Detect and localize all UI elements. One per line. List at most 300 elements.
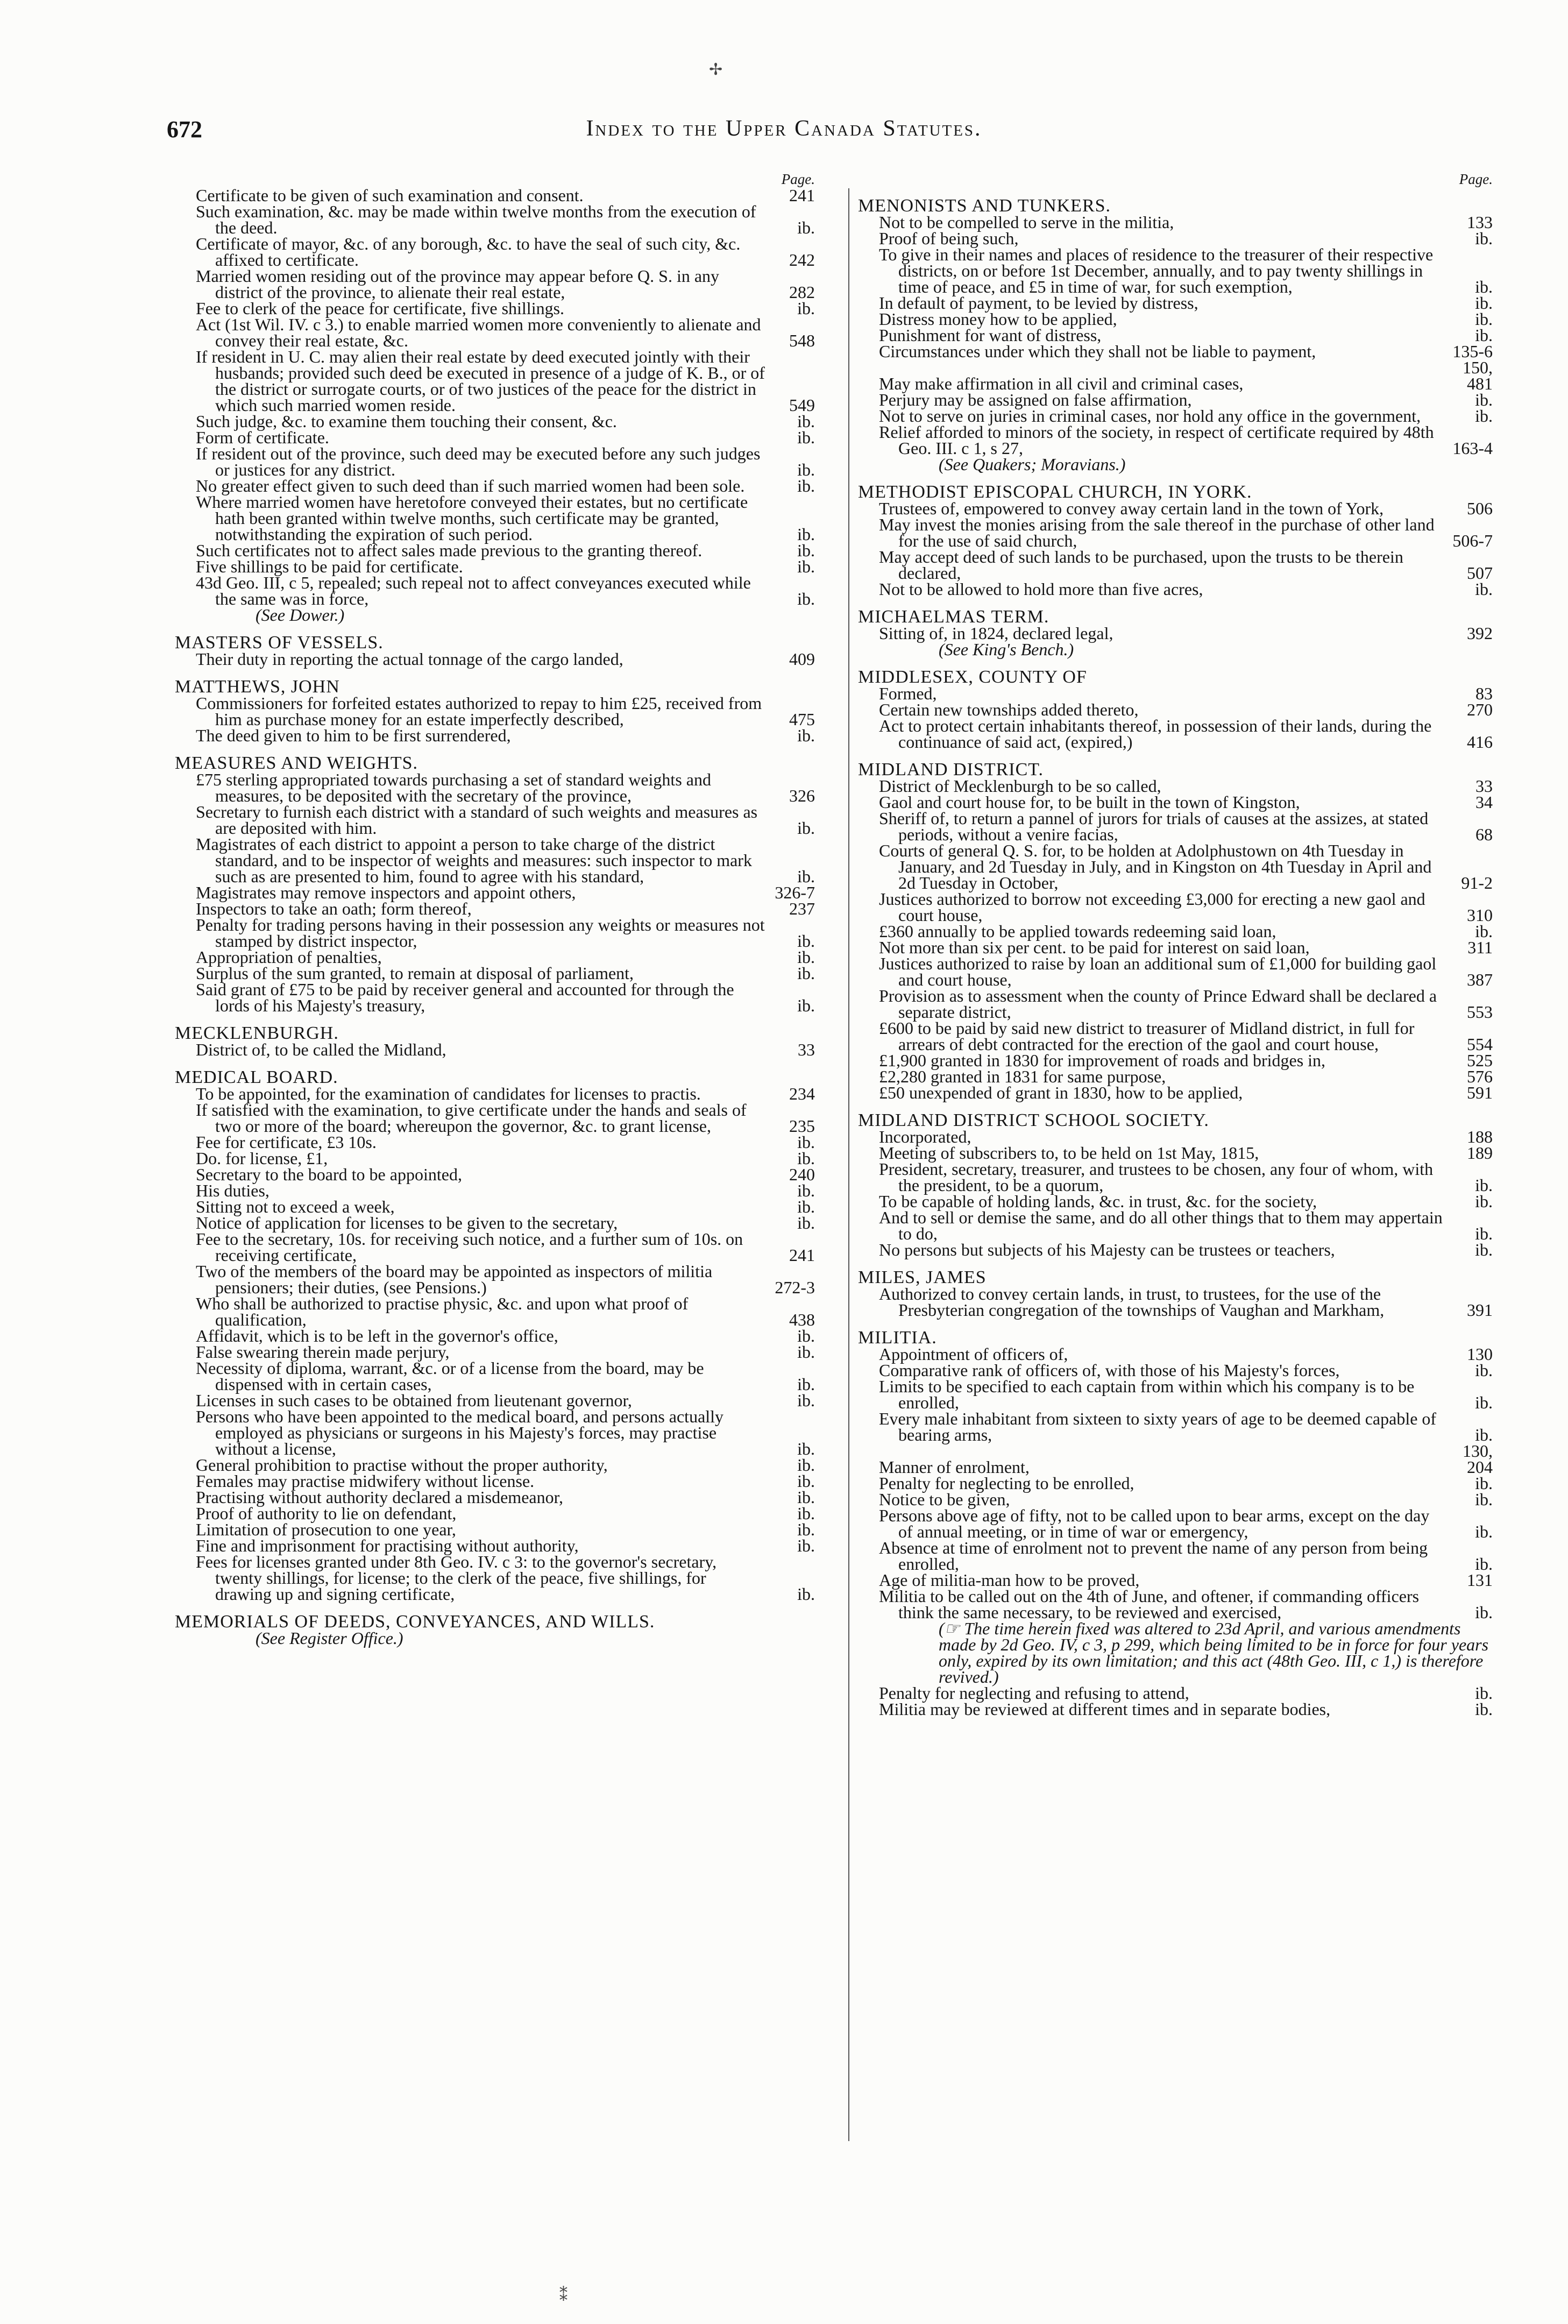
entry-text: Fee to clerk of the peace for certificate, five shillings. — [196, 299, 565, 318]
left-entry-list — [175, 187, 815, 1646]
index-entry — [858, 1411, 1493, 1443]
entry-page-ref: 506 — [1467, 499, 1493, 518]
entry-text: Age of militia-man how to be proved, — [879, 1570, 1140, 1590]
entry-page-ref: ib. — [797, 1520, 815, 1539]
entry-page-ref: 189 — [1467, 1143, 1493, 1163]
index-entry — [858, 1193, 1493, 1209]
index-entry — [175, 349, 815, 413]
index-entry — [175, 1537, 815, 1554]
index-entry — [858, 1491, 1493, 1507]
index-entry — [175, 1554, 815, 1602]
index-heading — [858, 1330, 1493, 1346]
entry-page-ref: ib. — [797, 1536, 815, 1555]
page-header — [0, 116, 1568, 153]
entry-text: Notice of application for licenses to be given to the secretary, — [196, 1213, 618, 1232]
entry-text: (See Register Office.) — [256, 1628, 403, 1648]
entry-text: No greater effect given to such deed than if such married women had been sole. — [196, 476, 745, 495]
entry-text: May invest the monies arising from the sale thereof in the purchase of other land for the use of said church, — [879, 515, 1435, 550]
entry-text: Two of the members of the board may be appointed as inspectors of militia pensioners; their duties, (see Pensions.) — [196, 1262, 713, 1297]
entry-page-ref: 391 — [1467, 1300, 1493, 1320]
entry-page-ref: 416 — [1467, 732, 1493, 752]
entry-page-ref: 392 — [1467, 623, 1493, 643]
index-entry — [175, 1295, 815, 1328]
entry-page-ref: 241 — [789, 1245, 815, 1265]
index-entry — [175, 575, 815, 607]
index-entry — [175, 1408, 815, 1457]
entry-text: His duties, — [196, 1181, 269, 1200]
entry-text: Trustees of, empowered to convey away certain land in the town of York, — [879, 499, 1384, 518]
index-heading — [175, 635, 815, 651]
entry-page-ref: ib. — [797, 476, 815, 495]
index-entry — [175, 901, 815, 917]
entry-page-ref: ib. — [1475, 1192, 1493, 1211]
index-entry — [175, 1489, 815, 1505]
entry-page-ref: 475 — [789, 710, 815, 729]
index-entry — [858, 1052, 1493, 1068]
index-entry — [175, 1263, 815, 1295]
entry-text: Act to protect certain inhabitants thereof, in possession of their lands, during the continuance of said act, (expired,) — [879, 716, 1432, 752]
index-column-right — [858, 172, 1493, 2173]
entry-text: Proof of authority to lie on defendant, — [196, 1504, 457, 1523]
entry-page-ref: ib. — [797, 1149, 815, 1168]
entry-text: Comparative rank of officers of, with those of his Majesty's forces, — [879, 1361, 1340, 1380]
entry-page-ref: ib. — [1475, 1361, 1493, 1380]
entry-page-ref: 576 — [1467, 1067, 1493, 1086]
entry-text: (See Dower.) — [256, 605, 345, 625]
entry-page-ref: ib. — [1475, 277, 1493, 296]
entry-text: No persons but subjects of his Majesty can be trustees or teachers, — [879, 1240, 1335, 1259]
running-title: Index to the Upper Canada Statutes. — [586, 116, 982, 141]
index-entry — [175, 1344, 815, 1360]
index-entry — [175, 1086, 815, 1102]
entry-page-ref: 553 — [1467, 1002, 1493, 1022]
entry-text: Incorporated, — [879, 1127, 971, 1146]
entry-text: If resident out of the province, such deed may be executed before any such judges or justices for any district. — [196, 444, 761, 479]
index-entry — [175, 1231, 815, 1263]
entry-text: Sitting not to exceed a week, — [196, 1197, 395, 1216]
entry-text: Circumstances under which they shall not be liable to payment, — [879, 342, 1316, 361]
entry-text: Certain new townships added thereto, — [879, 700, 1139, 719]
entry-page-ref: ib. — [797, 589, 815, 608]
cross-reference — [858, 1620, 1493, 1685]
entry-page-ref: 240 — [789, 1165, 815, 1184]
index-entry — [175, 1150, 815, 1166]
entry-text: Punishment for want of distress, — [879, 325, 1102, 345]
entry-text: Not to be compelled to serve in the militia, — [879, 212, 1174, 232]
entry-page-ref: 33 — [1475, 776, 1493, 796]
index-entry — [858, 955, 1493, 988]
index-entry — [175, 1166, 815, 1182]
entry-page-ref: ib. — [1475, 1393, 1493, 1412]
entry-text: Act (1st Wil. IV. c 3.) to enable married women more conveniently to alienate and convey their real estate, &c. — [196, 315, 761, 350]
entry-page-ref: ib. — [797, 931, 815, 951]
entry-text: Limits to be specified to each captain from within which his company is to be enrolled, — [879, 1377, 1415, 1412]
entry-text: Formed, — [879, 684, 937, 703]
entry-page-ref: ib. — [1475, 1699, 1493, 1719]
entry-page-ref: ib. — [1475, 922, 1493, 941]
index-entry — [175, 1215, 815, 1231]
index-entry — [175, 1521, 815, 1537]
entry-page-ref: ib. — [1475, 325, 1493, 345]
entry-page-ref: ib. — [797, 818, 815, 838]
entry-page-ref: ib. — [797, 299, 815, 318]
entry-text: (See Quakers; Moravians.) — [939, 455, 1126, 474]
entry-page-ref: 409 — [789, 649, 815, 669]
entry-text: MIDLAND DISTRICT. — [858, 760, 1044, 780]
entry-text: Necessity of diploma, warrant, &c. or of a license from the board, may be dispensed with in certain cases, — [196, 1358, 704, 1394]
entry-page-ref: 33 — [798, 1040, 815, 1059]
entry-text: Licenses in such cases to be obtained from lieutenant governor, — [196, 1391, 632, 1410]
entry-page-ref: ib. — [797, 1391, 815, 1410]
index-entry — [858, 1209, 1493, 1242]
entry-text: Secretary to furnish each district with a standard of such weights and measures as are deposited with him. — [196, 802, 758, 838]
index-entry — [175, 981, 815, 1014]
index-heading — [858, 669, 1493, 685]
entry-text: £360 annually to be applied towards redeeming said loan, — [879, 922, 1276, 941]
cross-reference — [858, 456, 1493, 472]
page-column-label: Page. — [1459, 172, 1493, 187]
entry-text: Inspectors to take an oath; form thereof, — [196, 899, 472, 918]
index-entry — [858, 1475, 1493, 1491]
right-entry-list — [858, 198, 1493, 1717]
entry-text: May accept deed of such lands to be purchased, upon the trusts to be therein declared, — [879, 547, 1403, 583]
index-entry — [858, 581, 1493, 597]
entry-text: Fine and imprisonment for practising without authority, — [196, 1536, 579, 1555]
entry-page-ref: 237 — [789, 899, 815, 918]
entry-page-ref: 133 — [1467, 212, 1493, 232]
index-entry — [858, 810, 1493, 842]
index-entry — [858, 295, 1493, 311]
entry-page-ref: ib. — [797, 1213, 815, 1232]
index-entry — [175, 445, 815, 478]
entry-page-ref: 282 — [789, 282, 815, 302]
entry-page-ref: 548 — [789, 331, 815, 350]
index-heading — [175, 755, 815, 771]
index-entry — [858, 1685, 1493, 1701]
entry-text: Not to be allowed to hold more than five acres, — [879, 579, 1203, 599]
index-entry — [175, 804, 815, 836]
entry-page-ref: ib. — [1475, 309, 1493, 329]
index-entry — [175, 413, 815, 429]
entry-text: If resident in U. C. may alien their real estate by deed executed jointly with their husbands; provided such deed be executed in presence of a judge of K. B., or of the district or surrogate courts, or of two justices of the peace for the district in which such married women reside. — [196, 347, 765, 415]
cross-reference — [858, 641, 1493, 657]
index-entry — [175, 1360, 815, 1392]
entry-text: Persons who have been appointed to the medical board, and persons actually employed as physicians or surgeons in his Majesty's forces, may practise without a license, — [196, 1407, 724, 1458]
index-entry — [858, 1346, 1493, 1362]
index-entry — [175, 542, 815, 558]
index-entry — [858, 1362, 1493, 1378]
entry-text: Justices authorized to raise by loan an additional sum of £1,000 for building gaol and court house, — [879, 954, 1437, 989]
index-entry — [858, 311, 1493, 327]
entry-page-ref: ib. — [797, 557, 815, 576]
entry-text: (☞ The time herein fixed was altered to 23d April, and various amendments made by 2d Geo. IV, c 3, p 299, which being limited to be in force for four years only, expired by its own limitation; and this act (48th Geo. III, c 1,) is therefore revived.) — [939, 1619, 1489, 1687]
entry-text: MECKLENBURGH. — [175, 1023, 339, 1043]
entry-page-ref: ib. — [1475, 1522, 1493, 1541]
entry-page-ref: ib. — [797, 1132, 815, 1152]
entry-text: Fee for certificate, £3 10s. — [196, 1132, 377, 1152]
entry-text: If satisfied with the examination, to give certificate under the hands and seals of two or more of the board; whereupon the governor, &c. to grant license, — [196, 1100, 747, 1136]
entry-page-ref: ib. — [1475, 1224, 1493, 1243]
entry-page-ref: 130, 204 — [1463, 1441, 1493, 1477]
index-entry — [858, 343, 1493, 359]
entry-text: £1,900 granted in 1830 for improvement of roads and bridges in, — [879, 1051, 1326, 1070]
entry-page-ref: 525 — [1467, 1051, 1493, 1070]
index-heading — [175, 679, 815, 695]
entry-page-ref: 506-7 — [1452, 531, 1493, 550]
entry-text: Not to serve on juries in criminal cases, nor hold any office in the government, — [879, 406, 1421, 426]
entry-text: MILES, JAMES — [858, 1267, 987, 1287]
entry-page-ref: ib. — [797, 1504, 815, 1523]
entry-page-ref: 438 — [789, 1310, 815, 1329]
entry-text: Justices authorized to borrow not exceeding £3,000 for erecting a new gaol and court house, — [879, 889, 1425, 925]
entry-text: Fee to the secretary, 10s. for receiving such notice, and a further sum of 10s. on receiving certificate, — [196, 1229, 743, 1265]
entry-text: MEDICAL BOARD. — [175, 1067, 338, 1087]
index-entry — [175, 917, 815, 949]
index-entry — [858, 988, 1493, 1020]
entry-page-ref: 83 — [1475, 684, 1493, 703]
entry-text: £2,280 granted in 1831 for same purpose, — [879, 1067, 1166, 1086]
cross-reference — [175, 607, 815, 623]
entry-page-ref: 326 — [789, 786, 815, 805]
print-speck: ✢ — [709, 61, 723, 79]
entry-text: Females may practise midwifery without license. — [196, 1471, 535, 1491]
index-entry — [175, 727, 815, 743]
entry-page-ref: 131 — [1467, 1570, 1493, 1590]
entry-text: Fees for licenses granted under 8th Geo. IV. c 3: to the governor's secretary, twenty shillings, for license; to the clerk of the peace, five shillings, for drawing up and signing certificate, — [196, 1552, 717, 1604]
entry-text: The deed given to him to be first surrendered, — [196, 726, 511, 745]
index-entry — [858, 1572, 1493, 1588]
index-entry — [858, 230, 1493, 246]
index-entry — [175, 1473, 815, 1489]
index-entry — [858, 327, 1493, 343]
index-entry — [175, 1392, 815, 1408]
entry-page-ref: ib. — [797, 1455, 815, 1475]
entry-page-ref: ib. — [797, 726, 815, 745]
entry-text: False swearing therein made perjury, — [196, 1342, 450, 1362]
index-entry — [858, 939, 1493, 955]
entry-page-ref: 130 — [1467, 1344, 1493, 1364]
index-entry — [858, 842, 1493, 891]
entry-text: Five shillings to be paid for certificate. — [196, 557, 463, 576]
index-entry — [858, 794, 1493, 810]
entry-text: Such certificates not to affect sales made previous to the granting thereof. — [196, 541, 703, 560]
index-entry — [175, 1328, 815, 1344]
index-entry — [858, 1161, 1493, 1193]
entry-text: METHODIST EPISCOPAL CHURCH, IN YORK. — [858, 482, 1252, 502]
index-heading — [175, 1025, 815, 1041]
index-entry — [858, 214, 1493, 230]
entry-page-ref: 387 — [1467, 970, 1493, 989]
entry-page-ref: 150, 481 — [1463, 358, 1493, 393]
index-entry — [858, 778, 1493, 794]
entry-page-ref: ib. — [797, 541, 815, 560]
entry-text: May make affirmation in all civil and criminal cases, — [879, 374, 1244, 393]
entry-text: General prohibition to practise without the proper authority, — [196, 1455, 608, 1475]
entry-page-ref: 163-4 — [1452, 438, 1493, 458]
index-entry — [175, 965, 815, 981]
index-entry — [858, 1145, 1493, 1161]
entry-text: Not more than six per cent. to be paid for interest on said loan, — [879, 938, 1310, 957]
entry-page-ref: ib. — [1475, 1603, 1493, 1622]
column-divider — [848, 188, 849, 2141]
entry-text: MATTHEWS, JOHN — [175, 677, 340, 697]
entry-text: 43d Geo. III, c 5, repealed; such repeal not to affect conveyances executed while the same was in force, — [196, 573, 751, 608]
index-entry — [858, 1507, 1493, 1540]
index-entry — [175, 268, 815, 300]
entry-text: £75 sterling appropriated towards purchasing a set of standard weights and measures, to be deposited with the secretary of the province, — [196, 770, 711, 805]
entry-text: Limitation of prosecution to one year, — [196, 1520, 456, 1539]
entry-page-ref: ib. — [797, 525, 815, 544]
entry-page-ref: 91-2 — [1461, 873, 1493, 892]
entry-text: Persons above age of fifty, not to be called upon to bear arms, except on the day of annual meeting, or in time of war or emergency, — [879, 1506, 1430, 1541]
index-entry — [858, 392, 1493, 408]
entry-text: Secretary to the board to be appointed, — [196, 1165, 462, 1184]
index-entry — [858, 1443, 1493, 1475]
index-entry — [175, 187, 815, 203]
entry-text: Certificate to be given of such examination and consent. — [196, 186, 584, 205]
entry-page-ref: 234 — [789, 1084, 815, 1103]
entry-page-ref: ib. — [1475, 293, 1493, 313]
entry-text: Relief afforded to minors of the society, in respect of certificate required by 48th Geo. III. c 1, s 27, — [879, 422, 1434, 458]
entry-page-ref: 34 — [1475, 792, 1493, 812]
entry-page-ref: ib. — [1475, 390, 1493, 409]
entry-text: Penalty for neglecting to be enrolled, — [879, 1473, 1134, 1493]
cross-reference — [175, 1630, 815, 1646]
index-entry — [175, 1134, 815, 1150]
entry-page-ref: ib. — [797, 1197, 815, 1216]
entry-text: Militia to be called out on the 4th of June, and oftener, if commanding officers think the same necessary, to be reviewed and exercised, — [879, 1586, 1420, 1622]
index-entry — [175, 884, 815, 901]
index-entry — [858, 246, 1493, 295]
entry-text: Such judge, &c. to examine them touching their consent, &c. — [196, 412, 617, 431]
entry-page-ref: ib. — [797, 947, 815, 967]
index-entry — [858, 1085, 1493, 1101]
index-entry — [858, 625, 1493, 641]
entry-page-ref: ib. — [1475, 1240, 1493, 1259]
index-heading — [858, 762, 1493, 778]
index-entry — [858, 718, 1493, 750]
entry-page-ref: ib. — [1475, 1683, 1493, 1703]
entry-page-ref: 549 — [789, 395, 815, 415]
entry-text: Militia may be reviewed at different times and in separate bodies, — [879, 1699, 1331, 1719]
index-entry — [858, 1068, 1493, 1085]
index-entry — [175, 1102, 815, 1134]
index-entry — [175, 478, 815, 494]
entry-page-ref: ib. — [797, 412, 815, 431]
index-entry — [175, 836, 815, 884]
entry-text: Absence at time of enrolment not to prevent the name of any person from being enrolled, — [879, 1538, 1428, 1574]
entry-text: Perjury may be assigned on false affirmation, — [879, 390, 1192, 409]
entry-page-ref: 554 — [1467, 1035, 1493, 1054]
page-column-label: Page. — [781, 172, 815, 187]
entry-text: (See King's Bench.) — [939, 640, 1074, 659]
entry-text: MASTERS OF VESSELS. — [175, 633, 384, 653]
entry-text: Said grant of £75 to be paid by receiver general and accounted for through the lords of his Majesty's treasury, — [196, 980, 734, 1015]
index-entry — [858, 1242, 1493, 1258]
entry-page-ref: ib. — [797, 867, 815, 886]
entry-page-ref: 272-3 — [775, 1278, 815, 1297]
index-entry — [175, 494, 815, 542]
index-entry — [858, 424, 1493, 456]
index-entry — [858, 1588, 1493, 1620]
index-entry — [858, 359, 1493, 392]
entry-text: Meeting of subscribers to, to be held on 1st May, 1815, — [879, 1143, 1259, 1163]
entry-page-ref: ib. — [797, 218, 815, 237]
entry-page-ref: ib. — [1475, 229, 1493, 248]
index-entry — [858, 549, 1493, 581]
entry-text: Sheriff of, to return a pannel of jurors for trials of causes at the assizes, at stated periods, without a venire facias, — [879, 809, 1429, 844]
entry-text: President, secretary, treasurer, and trustees to be chosen, any four of whom, with the president, to be a quorum, — [879, 1159, 1434, 1195]
entry-text: Manner of enrolment, — [879, 1457, 1030, 1477]
entry-page-ref: 242 — [789, 250, 815, 270]
entry-text: Surplus of the sum granted, to remain at disposal of parliament, — [196, 963, 634, 983]
entry-page-ref: 235 — [789, 1116, 815, 1136]
entry-page-ref: ib. — [797, 1374, 815, 1394]
entry-page-ref: ib. — [797, 460, 815, 479]
entry-text: Penalty for trading persons having in their possession any weights or measures not stamped by district inspector, — [196, 915, 765, 951]
entry-text: Certificate of mayor, &c. of any borough, &c. to have the seal of such city, &c. affixed to certificate. — [196, 234, 741, 270]
entry-page-ref: ib. — [797, 996, 815, 1015]
entry-text: Do. for license, £1, — [196, 1149, 328, 1168]
index-entry — [858, 500, 1493, 516]
index-entry — [175, 1505, 815, 1521]
index-entry — [175, 429, 815, 445]
entry-page-ref: ib. — [797, 1584, 815, 1604]
entry-text: And to sell or demise the same, and do all other things that to them may appertain to do, — [879, 1208, 1443, 1243]
index-entry — [175, 1182, 815, 1199]
index-heading — [858, 484, 1493, 500]
entry-page-ref: ib. — [797, 1342, 815, 1362]
index-entry — [175, 300, 815, 316]
entry-text: Courts of general Q. S. for, to be holden at Adolphustown on 4th Tuesday in January, and 2d Tuesday in July, and in Kingston on 4th Tuesday in April and 2d Tuesday in October, — [879, 841, 1432, 892]
entry-text: Married women residing out of the province may appear before Q. S. in any district of the province, to alienate their real estate, — [196, 266, 720, 302]
index-entry — [858, 408, 1493, 424]
entry-text: Distress money how to be applied, — [879, 309, 1117, 329]
entry-text: Where married women have heretofore conveyed their estates, but no certificate hath been granted within twelve months, such certificate may be granted, notwithstanding the expiration of such period. — [196, 492, 748, 544]
entry-page-ref: ib. — [1475, 579, 1493, 599]
entry-text: To give in their names and places of residence to the treasurer of their respective districts, on or before 1st December, annually, and to pay twenty shillings in time of peace, and £5 in time of war, for such exemption, — [879, 245, 1434, 296]
entry-page-ref: ib. — [797, 963, 815, 983]
entry-page-ref: ib. — [1475, 406, 1493, 426]
entry-page-ref: 507 — [1467, 563, 1493, 583]
entry-page-ref: 591 — [1467, 1083, 1493, 1102]
page-number: 672 — [167, 116, 202, 143]
print-speck: ⁑ — [559, 2287, 567, 2305]
index-entry — [175, 949, 815, 965]
entry-page-ref: 135-6 — [1452, 342, 1493, 361]
index-entry — [858, 516, 1493, 549]
entry-page-ref: 188 — [1467, 1127, 1493, 1146]
entry-text: Penalty for neglecting and refusing to attend, — [879, 1683, 1189, 1703]
entry-text: £50 unexpended of grant in 1830, how to be applied, — [879, 1083, 1243, 1102]
index-entry — [175, 1041, 815, 1058]
entry-text: To be appointed, for the examination of candidates for licenses to practis. — [196, 1084, 701, 1103]
index-entry — [175, 695, 815, 727]
index-entry — [858, 891, 1493, 923]
index-entry — [858, 923, 1493, 939]
entry-text: Commissioners for forfeited estates authorized to repay to him £25, received from him as purchase money for an estate imperfectly described, — [196, 693, 762, 729]
entry-text: MILITIA. — [858, 1328, 937, 1348]
index-entry — [858, 702, 1493, 718]
entry-page-ref: ib. — [1475, 1490, 1493, 1509]
entry-text: Form of certificate. — [196, 428, 329, 447]
index-entry — [858, 685, 1493, 702]
index-heading — [858, 1267, 1493, 1287]
entry-page-ref: ib. — [1475, 1473, 1493, 1493]
entry-text: Magistrates may remove inspectors and appoint others, — [196, 883, 576, 902]
entry-text: District of Mecklenburgh to be so called, — [879, 776, 1161, 796]
entry-text: Affidavit, which is to be left in the governor's office, — [196, 1326, 558, 1345]
